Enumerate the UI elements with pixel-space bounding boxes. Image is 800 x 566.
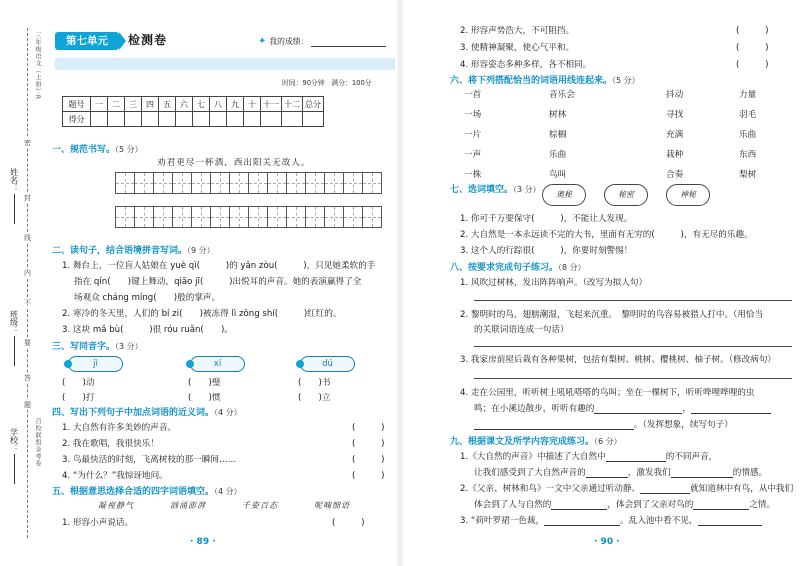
question-line: 1. 舞台上，一位盲人姑娘在 yuè qì( )的 yǎn zòu( )，只见她柔软的手 [62, 261, 376, 271]
fill-blank[interactable] [551, 501, 607, 510]
copy-sentence: 劝君更尽一杯酒，西出阳关无故人。 [157, 158, 311, 168]
score-table [62, 96, 324, 127]
score-cell[interactable] [176, 112, 193, 127]
question-line: 1. 风吹过树林，发出阵阵响声。（改写为拟人句） [460, 278, 648, 288]
match-item[interactable]: 乐曲 [549, 150, 567, 160]
match-item[interactable]: 一片 [464, 130, 482, 140]
match-column-4 [739, 85, 756, 185]
unit-tag: 第七单元 [55, 32, 119, 50]
score-header: 十二 [282, 97, 303, 112]
fill-blank[interactable] [640, 485, 690, 494]
class-field[interactable]: 班级： [4, 310, 24, 366]
star-icon: ✦ [258, 36, 267, 47]
question-line: 2. 大自然是一本永远读不完的大书，里面有无穷的( )，有无尽的乐趣。 [460, 230, 753, 240]
exam-title: 检测卷 [128, 33, 168, 47]
score-header: 五 [159, 97, 176, 112]
section-3-title: 三、写同音字。（3 分） [52, 342, 143, 352]
match-column-2 [549, 85, 575, 185]
match-item[interactable]: 羽毛 [739, 110, 757, 120]
score-header: 十 [244, 97, 261, 112]
question-line: 3. 这个人的行踪很( )，你要时刻警惕！ [460, 246, 633, 256]
answer-paren[interactable]: ( ) [352, 439, 385, 449]
score-cell[interactable] [91, 112, 108, 127]
school-field[interactable]: 学校： [4, 428, 24, 484]
question-line: 2. 黎明时的鸟，翅膀潮湿，飞起来沉重。 黎明时的鸟容易被猎人打中。（用恰当 [460, 310, 764, 320]
match-item[interactable]: 一声 [464, 150, 482, 160]
match-item[interactable]: 鸟叫 [549, 170, 567, 180]
word-bank-item: 千姿百态 [242, 501, 278, 510]
score-header: 七 [193, 97, 210, 112]
fill-blank[interactable] [691, 405, 771, 414]
match-item[interactable]: 棕榈 [549, 130, 567, 140]
score-cell[interactable] [210, 112, 227, 127]
fill-blank[interactable] [586, 469, 628, 478]
binding-margin [0, 28, 46, 538]
page-number: · 89 · [190, 537, 216, 547]
seal-mark: 要 [24, 339, 31, 347]
homophone-blank[interactable]: ( )打 [62, 393, 95, 403]
question-line: 3. 这块 mǎ bù( )很 róu ruǎn( )。 [62, 325, 233, 335]
seal-mark: 不 [24, 299, 31, 307]
seal-line [27, 28, 28, 538]
seal-mark: 内 [24, 269, 31, 277]
writing-grid-row-1[interactable] [115, 172, 395, 194]
section-1-title: 一、规范书写。（5 分） [52, 145, 143, 155]
page-number: · 90 · [594, 537, 620, 547]
grade-label: 三年级语文（上册）·R [34, 32, 41, 101]
match-item[interactable]: 一株 [464, 170, 482, 180]
score-cell[interactable] [125, 112, 142, 127]
pinyin-tag: dú [300, 356, 355, 372]
question-line: 3. “荷叶罗裙一色裁， 。乱入池中看不见， [460, 514, 762, 526]
section-4-title: 四、写出下列句子中加点词语的近义词。（4 分） [52, 408, 242, 418]
series-label: 百校联盟金考卷 [34, 418, 41, 467]
match-column-1 [464, 85, 481, 185]
word-cloud: 秘密 [604, 184, 648, 206]
score-row-label: 得分 [63, 112, 91, 127]
question-line: 2.《父亲、树林和鸟》一文中父亲通过听动静、 就知道林中有鸟，从中我们 [460, 484, 794, 494]
score-header: 六 [176, 97, 193, 112]
question-line: 体会到了人与自然的 ，体会到了父亲对鸟的 之情。 [474, 500, 776, 510]
word-cloud: 神秘 [666, 184, 710, 206]
answer-paren[interactable]: ( ) [352, 423, 385, 433]
section-6-title: 六、将下列搭配恰当的词语用线连起来。（5 分） [450, 76, 640, 86]
question-line: 1. 形容小声说话。 [62, 518, 134, 528]
answer-paren[interactable]: ( ) [352, 471, 385, 481]
match-item[interactable]: 充满 [666, 130, 684, 140]
answer-line[interactable] [474, 300, 792, 301]
match-item[interactable]: 乐曲 [739, 130, 757, 140]
seal-mark: 题 [24, 401, 31, 409]
score-cell[interactable] [303, 112, 324, 127]
my-score[interactable]: ✦ 我的成绩： [258, 36, 386, 47]
name-field[interactable]: 姓名： [4, 168, 24, 224]
score-input[interactable] [311, 46, 386, 47]
question-line: 鸣；在小溪边散步，听听有趣的 ， [474, 402, 771, 414]
match-item[interactable]: 抖动 [666, 90, 684, 100]
fill-blank[interactable] [698, 517, 762, 526]
homophone-blank[interactable]: ( )动 [62, 378, 95, 388]
score-header: 一 [91, 97, 108, 112]
question-line: 4. 形容姿态多种多样，各不相同。 [460, 60, 592, 70]
section-8-title: 八、按要求完成句子练习。（8 分） [450, 263, 586, 273]
question-line: 1.《大自然的声音》中描述了大自然中 的不同声音， [460, 452, 718, 462]
question-line: 1. 你可千万要保守( )，不能让人发现。 [460, 214, 633, 224]
answer-line[interactable] [474, 346, 792, 347]
pinyin-tag: jì [68, 356, 123, 372]
fill-blank[interactable] [594, 405, 682, 414]
seal-mark: 线 [24, 234, 31, 242]
answer-line[interactable] [474, 378, 792, 379]
section-9-title: 九、根据课文及所学内容完成练习。（6 分） [450, 437, 622, 447]
seal-mark: 封 [24, 194, 31, 202]
score-cell[interactable] [282, 112, 303, 127]
question-line: 2. 我在歌唱，我很快乐！ [62, 439, 159, 449]
fill-blank[interactable] [474, 421, 634, 430]
homophone-blank[interactable]: ( )立 [298, 393, 331, 403]
answer-paren[interactable]: ( ) [736, 60, 769, 70]
question-line: 4. “为什么？”我惊讶地问。 [62, 471, 168, 481]
match-item[interactable]: 梨树 [739, 170, 757, 180]
section-2-title: 二、读句子，结合语境拼音写词。（9 分） [52, 246, 215, 256]
question-line: 2. 寒冷的冬天里，人们的 bí zi( )被冻得 lì zǒng shí( )红红的。 [62, 309, 342, 319]
match-item[interactable]: 栽种 [666, 150, 684, 160]
answer-paren[interactable]: ( ) [352, 455, 385, 465]
answer-paren[interactable]: ( ) [332, 518, 365, 528]
seal-mark: 密 [24, 139, 31, 147]
pinyin-tag: xí [190, 356, 245, 372]
answer-paren[interactable]: ( ) [736, 43, 769, 53]
match-item[interactable]: 力量 [739, 90, 757, 100]
score-cell[interactable] [142, 112, 159, 127]
right-page [404, 0, 800, 566]
question-line: 指在 qín( )键上舞动，qiāo jī( )出悦耳的声音。她的表演赢得了全 [74, 277, 362, 287]
fill-blank[interactable] [544, 517, 620, 526]
match-item[interactable]: 合奏 [666, 170, 684, 180]
question-line: 让我们感受到了大自然声音的 ，激发我们 的情感。 [474, 468, 768, 478]
question-line: 3. 使精神凝聚，使心气平和。 [460, 43, 575, 53]
match-item[interactable]: 一场 [464, 110, 482, 120]
question-line: 3. 我家房前屋后栽有各种果树，包括有梨树、桃树、樱桃树、柚子树。（修改病句） [460, 355, 777, 365]
score-header: 八 [210, 97, 227, 112]
section-5-title: 五、根据意思选择合适的四字词语填空。（4 分） [52, 487, 242, 497]
seal-mark: 答 [24, 374, 31, 382]
question-line: 的关联词语连成一句话） [474, 325, 569, 335]
score-cell[interactable] [159, 112, 176, 127]
question-line: 1. 大自然有许多美妙的声音。 [62, 423, 177, 433]
question-line: 。（发挥想象，续写句子） [474, 418, 733, 430]
match-item[interactable]: 东西 [739, 150, 757, 160]
fill-blank[interactable] [671, 469, 733, 478]
section-7-title: 七、选词填空。（3 分） [450, 185, 541, 195]
match-item[interactable]: 树林 [549, 110, 567, 120]
word-bank-item: 呢喃细语 [314, 501, 350, 510]
question-line: 2. 形容声势浩大，不可阻挡。 [460, 26, 575, 36]
page-fold [398, 0, 402, 566]
word-bank-item: 汹涌澎湃 [170, 501, 206, 510]
score-cell[interactable] [227, 112, 244, 127]
homophone-blank[interactable]: ( )惯 [188, 393, 221, 403]
match-column-3 [666, 85, 683, 185]
score-header: 三 [125, 97, 142, 112]
score-header: 二 [108, 97, 125, 112]
word-bank-item: 凝视静气 [98, 501, 134, 510]
fill-blank[interactable] [606, 453, 666, 462]
word-cloud: 奥秘 [542, 184, 586, 206]
score-cell[interactable] [244, 112, 261, 127]
score-header: 总分 [303, 97, 324, 112]
score-header: 题号 [63, 97, 91, 112]
score-cell[interactable] [193, 112, 210, 127]
question-line: 场观众 cháng míng( )般的掌声。 [74, 293, 221, 303]
homophone-blank[interactable]: ( )书 [298, 378, 331, 388]
match-item[interactable]: 一首 [464, 90, 482, 100]
writing-grid-row-2[interactable] [115, 206, 395, 228]
match-item[interactable]: 音乐会 [549, 90, 575, 100]
score-header: 四 [142, 97, 159, 112]
question-line: 3. 鸟最快活的时刻，飞离树枝的那一瞬间…… [62, 455, 237, 465]
time-info: 时间：90分钟 满分：100分 [282, 79, 372, 87]
score-cell[interactable] [261, 112, 282, 127]
homophone-blank[interactable]: ( )璧 [188, 378, 221, 388]
score-header: 十一 [261, 97, 282, 112]
header-band [55, 58, 395, 70]
score-header: 九 [227, 97, 244, 112]
match-item[interactable]: 寻找 [666, 110, 684, 120]
question-line: 4. 走在公园里，听听树上吼吼嗒嗒的鸟叫；坐在一棵树下，听听哗哩哗哩的虫 [460, 388, 755, 398]
fill-blank[interactable] [693, 501, 749, 510]
score-cell[interactable] [108, 112, 125, 127]
answer-paren[interactable]: ( ) [736, 26, 769, 36]
